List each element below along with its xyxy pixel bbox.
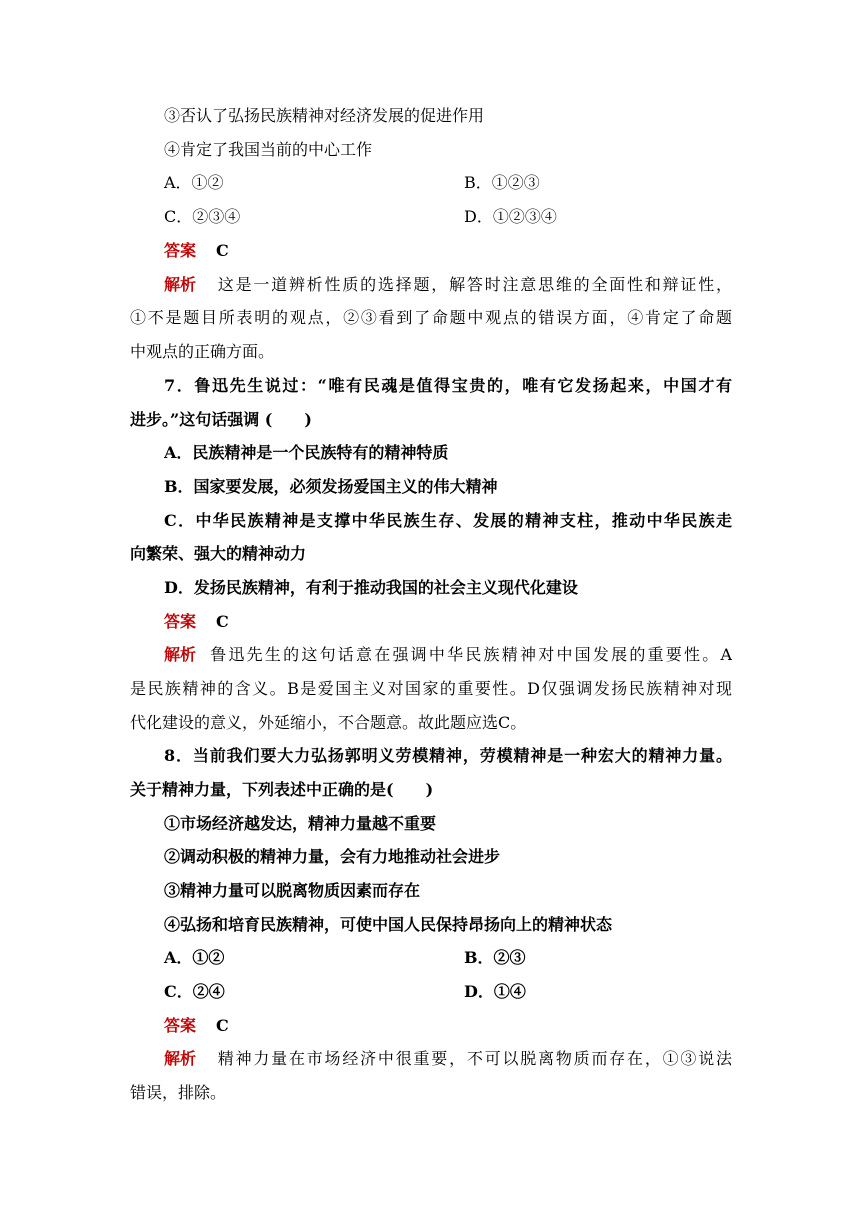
q8-item-1: ①市场经济越发达，精神力量越不重要 <box>164 814 437 833</box>
q6-analysis-line-3: 中观点的正确方面。 <box>130 342 275 361</box>
q8-stem-line-2: 关于精神力量，下列表述中正确的是( ) <box>130 780 434 799</box>
q7-answer-line <box>164 607 732 637</box>
q7-option-c-line-1: C．中华民族精神是支撑中华民族生存、发展的精神支柱，推动中华民族走 <box>164 511 732 530</box>
q7-answer-label: 答案 <box>164 612 197 631</box>
q7-analysis-line-2: 是民族精神的含义。B是爱国主义对国家的重要性。D仅强调发扬民族精神对现 <box>130 679 732 698</box>
q7-option-b: B．国家要发展，必须发扬爱国主义的伟大精神 <box>164 477 498 496</box>
q8-stem-line-1: 8．当前我们要大力弘扬郭明义劳模精神，劳模精神是一种宏大的精神力量。 <box>164 746 732 765</box>
q6-item-4: ④肯定了我国当前的中心工作 <box>164 140 373 159</box>
q7-option-a: A．民族精神是一个民族特有的精神特质 <box>164 443 449 462</box>
q7-option-d: D．发扬民族精神，有利于推动我国的社会主义现代化建设 <box>164 578 578 597</box>
q7-analysis-label: 解析 <box>164 645 197 664</box>
q8-analysis-line-2: 错误，排除。 <box>130 1083 227 1102</box>
q6-option-d: D．①②③④ <box>464 207 557 226</box>
q8-option-a: A．①② <box>164 948 225 967</box>
q7-stem-line-1: 7．鲁迅先生说过：“唯有民魂是值得宝贵的，唯有它发扬起来，中国才有 <box>164 376 732 395</box>
q8-answer-label: 答案 <box>164 1016 197 1035</box>
q6-item-3: ③否认了弘扬民族精神对经济发展的促进作用 <box>164 106 485 125</box>
q8-answer-value: C <box>216 1016 229 1035</box>
q8-option-c: C．②④ <box>164 982 225 1001</box>
q8-item-2: ②调动积极的精神力量，会有力地推动社会进步 <box>164 847 501 866</box>
q6-answer-label: 答案 <box>164 241 197 260</box>
q6-option-b: B．①②③ <box>464 173 540 192</box>
q8-answer-line <box>164 1011 732 1041</box>
q8-option-b: B．②③ <box>464 948 526 967</box>
q8-analysis-line-1 <box>164 1044 732 1074</box>
q6-answer-value: C <box>216 241 229 260</box>
q6-analysis-line-2: ①不是题目所表明的观点，②③看到了命题中观点的错误方面，④肯定了命题 <box>130 308 732 327</box>
q8-analysis-label: 解析 <box>164 1049 197 1068</box>
q7-analysis-line-3: 代化建设的意义，外延缩小，不合题意。故此题应选C。 <box>130 713 527 732</box>
q6-analysis-text-1: 这是一道辨析性质的选择题，解答时注意思维的全面性和辩证性， <box>216 275 732 294</box>
q8-item-4: ④弘扬和培育民族精神，可使中国人民保持昂扬向上的精神状态 <box>164 915 613 934</box>
q7-answer-value: C <box>216 612 229 631</box>
q7-option-c-line-2: 向繁荣、强大的精神动力 <box>130 544 307 563</box>
q8-analysis-text-1: 精神力量在市场经济中很重要，不可以脱离物质而存在，①③说法 <box>216 1049 732 1068</box>
q7-analysis-line-1 <box>164 640 732 670</box>
q6-answer-line <box>164 236 732 266</box>
q7-stem-line-2: 进步。”这句话强调 ( ) <box>130 410 312 429</box>
q6-option-c: C．②③④ <box>164 207 241 226</box>
q6-option-a: A．①② <box>164 173 224 192</box>
q8-item-3: ③精神力量可以脱离物质因素而存在 <box>164 881 421 900</box>
q7-analysis-text-1: 鲁迅先生的这句话意在强调中华民族精神对中国发展的重要性。A <box>208 645 732 664</box>
q6-analysis-line-1 <box>164 270 732 300</box>
q6-analysis-label: 解析 <box>164 275 197 294</box>
q8-option-d: D．①④ <box>464 982 526 1001</box>
